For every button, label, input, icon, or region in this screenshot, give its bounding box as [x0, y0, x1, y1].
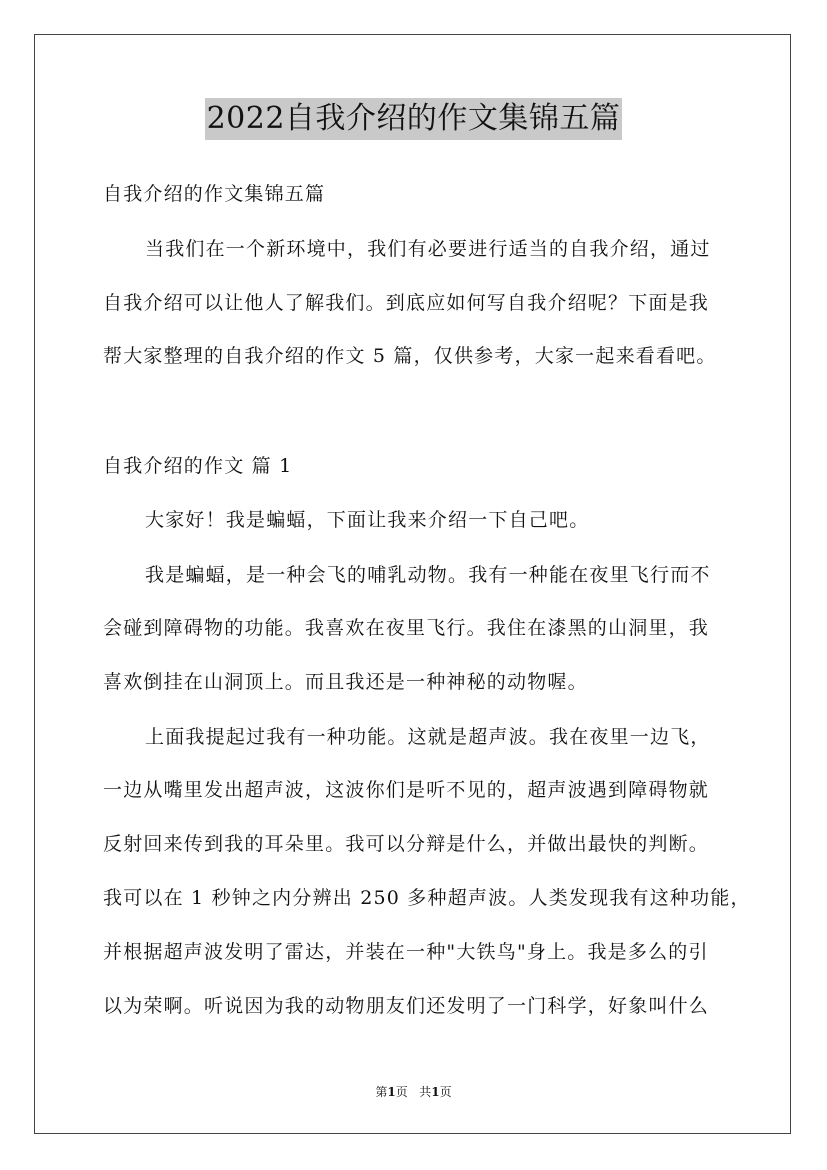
- page-prefix: 第: [375, 1085, 388, 1099]
- paragraph-line: 自我介绍可以让他人了解我们。到底应如何写自我介绍呢？下面是我: [103, 292, 710, 314]
- paragraph-line: 大家好！我是蝙蝠，下面让我来介绍一下自己吧。: [145, 509, 590, 531]
- paragraph-line: 上面我提起过我有一种功能。这就是超声波。我在夜里一边飞，: [145, 726, 711, 748]
- paragraph-line: 会碰到障碍物的功能。我喜欢在夜里飞行。我住在漆黑的山洞里，我: [103, 617, 710, 639]
- paragraph-line: 一边从嘴里发出超声波，这波你们是听不见的，超声波遇到障碍物就: [103, 779, 710, 801]
- paragraph-line: 并根据超声波发明了雷达，并装在一种"大铁鸟"身上。我是多么的引: [103, 941, 709, 963]
- total-pages: 1: [431, 1085, 440, 1099]
- paragraph-line: 反射回来传到我的耳朵里。我可以分辩是什么，并做出最快的判断。: [103, 833, 710, 855]
- page-number: 1: [387, 1085, 396, 1099]
- title-container: [0, 98, 827, 140]
- section-heading: 自我介绍的作文 篇 1: [103, 455, 293, 477]
- paragraph-line: 以为荣啊。听说因为我的动物朋友们还发明了一门科学，好象叫什么: [103, 995, 710, 1017]
- total-prefix: 共: [419, 1085, 432, 1099]
- paragraph-line: 帮大家整理的自我介绍的作文 5 篇，仅供参考，大家一起来看看吧。: [103, 345, 717, 367]
- paragraph-line: 我可以在 1 秒钟之内分辨出 250 多种超声波。人类发现我有这种功能，: [103, 887, 751, 909]
- paragraph-line: 当我们在一个新环境中，我们有必要进行适当的自我介绍，通过: [145, 238, 711, 260]
- total-suffix: 页: [439, 1085, 452, 1099]
- page-footer: [0, 1084, 827, 1100]
- page-suffix: 页: [395, 1085, 408, 1099]
- paragraph-line: 我是蝙蝠，是一种会飞的哺乳动物。我有一种能在夜里飞行而不: [145, 564, 711, 586]
- document-title: 2022自我介绍的作文集锦五篇: [205, 98, 623, 140]
- section-heading: 自我介绍的作文集锦五篇: [103, 183, 326, 205]
- paragraph-line: 喜欢倒挂在山洞顶上。而且我还是一种神秘的动物喔。: [103, 671, 588, 693]
